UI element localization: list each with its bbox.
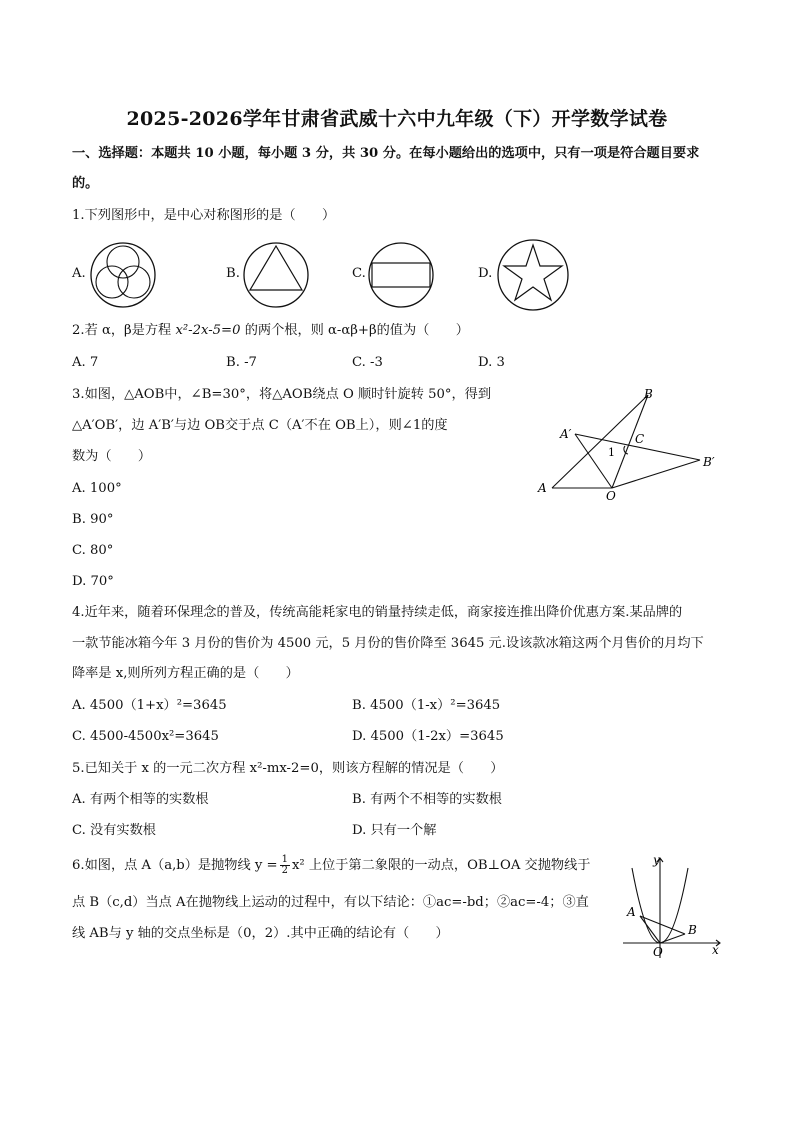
section1-heading: 一、选择题：本题共 10 小题，每小题 3 分，共 30 分。在每小题给出的选项中，只有一项是符合题目要求 — [72, 146, 700, 161]
q3-stem-line2: △A′OB′，边 A′B′与边 OB交于点 C（A′不在 OB上），则∠1的度 — [72, 418, 448, 433]
q1-figure-c — [366, 240, 436, 310]
q3-option-b: B. 90° — [72, 512, 114, 527]
q6-label-x: x — [712, 943, 719, 957]
q6-stem-line3: 线 AB与 y 轴的交点坐标是（0，2）.其中正确的结论有（ ） — [72, 926, 449, 941]
q5-stem: 5.已知关于 x 的一元二次方程 x²-mx-2=0，则该方程解的情况是（ ） — [72, 761, 504, 776]
q6-stem-line2: 点 B（c,d）当点 A在抛物线上运动的过程中，有以下结论：①ac=-bd；②ac=-4；③直 — [72, 895, 589, 910]
q1-stem: 1.下列图形中，是中心对称图形的是（ ） — [72, 208, 336, 223]
q4-option-c: C. 4500-4500x²=3645 — [72, 729, 219, 744]
q2-option-a: A. 7 — [72, 355, 99, 370]
q6-figure — [618, 850, 728, 960]
q6-label-b: B — [688, 923, 697, 937]
q2-stem: 2.若 α，β是方程 x²-2x-5=0 的两个根，则 α-αβ+β的值为（ ） — [72, 323, 469, 338]
q2-option-b: B. -7 — [226, 355, 257, 370]
q3-label-a-prime: A′ — [560, 427, 572, 441]
q1-option-d-label: D. — [478, 266, 493, 281]
q3-stem-line3: 数为（ ） — [72, 449, 152, 464]
q6-label-o: O — [653, 945, 663, 959]
q3-label-a: A — [538, 481, 547, 495]
q4-option-b: B. 4500（1-x）²=3645 — [352, 698, 501, 713]
q2-equation: x²-2x-5=0 — [175, 323, 241, 338]
q4-stem-line2: 一款节能冰箱今年 3 月份的售价为 4500 元，5 月份的售价降至 3645 元.设该款冰箱这两个月售价的月均下 — [72, 636, 704, 651]
q3-stem-line1: 3.如图，△AOB中，∠B=30°，将△AOB绕点 O 顺时针旋转 50°，得到 — [72, 387, 492, 402]
q4-option-d: D. 4500（1-2x）=3645 — [352, 729, 504, 744]
q6-label-y: y — [653, 853, 660, 867]
q5-option-c: C. 没有实数根 — [72, 823, 156, 838]
q1-option-b-label: B. — [226, 266, 240, 281]
q4-stem-line3: 降率是 x,则所列方程正确的是（ ） — [72, 666, 299, 681]
q4-option-a: A. 4500（1+x）²=3645 — [72, 698, 227, 713]
page-title: 2025-2026学年甘肃省武威十六中九年级（下）开学数学试卷 — [126, 108, 668, 130]
q1-figure-d — [495, 237, 571, 313]
q1-figure-b — [241, 240, 311, 310]
q3-option-d: D. 70° — [72, 574, 114, 589]
q5-option-b: B. 有两个不相等的实数根 — [352, 792, 502, 807]
q1-option-c-label: C. — [352, 266, 366, 281]
q3-option-a: A. 100° — [72, 481, 122, 496]
q2-option-c: C. -3 — [352, 355, 383, 370]
q4-stem-line1: 4.近年来，随着环保理念的普及，传统高能耗家电的销量持续走低，商家接连推出降价优惠方案.某品牌的 — [72, 605, 683, 620]
q6-stem-line1: 6.如图，点 A（a,b）是抛物线 y = $\frac{1}{2}$ x² 上位于第二象限的一动点，OB⊥OA 交抛物线于 — [72, 854, 591, 876]
section1-heading-cont: 的。 — [72, 176, 99, 191]
q1-option-a-label: A. — [72, 266, 86, 281]
q5-option-d: D. 只有一个解 — [352, 823, 437, 838]
q1-figure-a — [88, 240, 158, 310]
q3-label-o: O — [606, 489, 616, 503]
q3-figure — [530, 380, 730, 505]
q6-label-a: A — [627, 905, 636, 919]
q3-label-c: C — [635, 432, 645, 446]
q3-option-c: C. 80° — [72, 543, 114, 558]
q3-label-angle-1: 1 — [608, 446, 615, 459]
q6-fraction: $\frac{1}{2}$ — [281, 854, 288, 876]
q2-option-d: D. 3 — [478, 355, 505, 370]
q3-label-b-prime: B′ — [703, 455, 715, 469]
q5-option-a: A. 有两个相等的实数根 — [72, 792, 209, 807]
q3-label-b: B — [644, 387, 653, 401]
